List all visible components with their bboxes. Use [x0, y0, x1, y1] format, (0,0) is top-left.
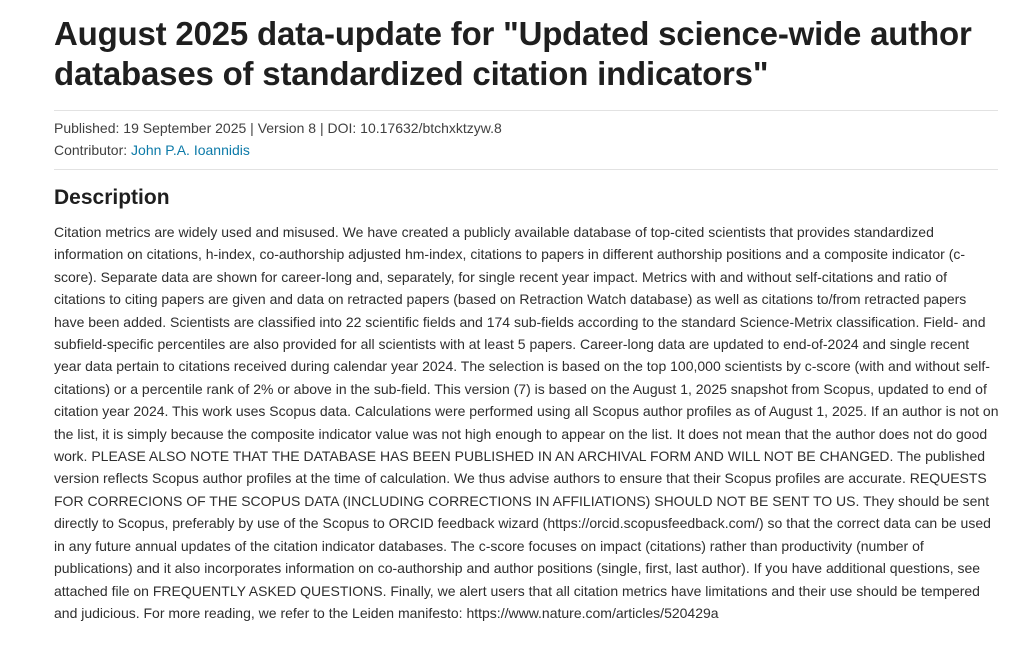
description-heading: Description — [54, 186, 170, 209]
published-label: Published: — [54, 120, 120, 136]
meta-separator: | — [250, 120, 254, 136]
contributor-info — [54, 139, 999, 161]
contributor-link[interactable]: John P.A. Ioannidis — [131, 142, 250, 158]
publication-info — [54, 117, 999, 139]
meta-separator: | — [319, 120, 324, 136]
doi-label: DOI: — [327, 120, 357, 136]
doi-value: 10.17632/btchxktzyw.8 — [360, 120, 502, 136]
version-label: Version 8 — [257, 120, 317, 136]
dataset-meta — [54, 111, 999, 169]
page-title: August 2025 data-update for "Updated science-wide author databases of standardized citation indicators" — [54, 15, 972, 92]
contributor-label: Contributor: — [54, 142, 128, 158]
published-date: 19 September 2025 — [123, 120, 247, 136]
meta-divider — [54, 169, 998, 170]
description-text: Citation metrics are widely used and misused. We have created a publicly available database of top-cited scientists that provides standardized information on citations, h-index, co-authorship adjusted hm-index, citations to papers in different authorship positions and a composite indicator (c-score). Separate data are shown for career-long and, separately, for single recent year impact. Metrics with and without self-citations and ratio of citations to citing papers are given and data on retracted papers (based on Retraction Watch database) as well as citations to/from retracted papers have been added. Scientists are classified into 22 scientific fields and 174 sub-fields according to the standard Science-Metrix classification. Field- and subfield-specific percentiles are also provided for all scientists with at least 5 papers. Career-long data are updated to end-of-2024 and single recent year data pertain to citations received during calendar year 2024. The selection is based on the top 100,000 scientists by c-score (with and without self-citations) or a percentile rank of 2% or above in the sub-field. This version (7) is based on the August 1, 2025 snapshot from Scopus, updated to end of citation year 2024. This work uses Scopus data. Calculations were performed using all Scopus author profiles as of August 1, 2025. If an author is not on the list, it is simply because the composite indicator value was not high enough to appear on the list. It does not mean that the author does not do good work. PLEASE ALSO NOTE THAT THE DATABASE HAS BEEN PUBLISHED IN AN ARCHIVAL FORM AND WILL NOT BE CHANGED. The published version reflects Scopus author profiles at the time of calculation. We thus advise authors to ensure that their Scopus profiles are accurate. REQUESTS FOR CORRECIONS OF THE SCOPUS DATA (INCLUDING CORRECTIONS IN AFFILIATIONS) SHOULD NOT BE SENT TO US. They should be sent directly to Scopus, preferably by use of the Scopus to ORCID feedback wizard (https://orcid.scopusfeedback.com/) so that the correct data can be used in any future annual updates of the citation indicator databases. The c-score focuses on impact (citations) rather than productivity (number of publications) and it also incorporates information on co-authorship and author positions (single, first, last author). If you have additional questions, see attached file on FREQUENTLY ASKED QUESTIONS. Finally, we alert users that all citation metrics have limitations and their use should be tempered and judicious. For more reading, we refer to the Leiden manifesto: https://www.nature.com/articles/520429a — [54, 224, 999, 621]
